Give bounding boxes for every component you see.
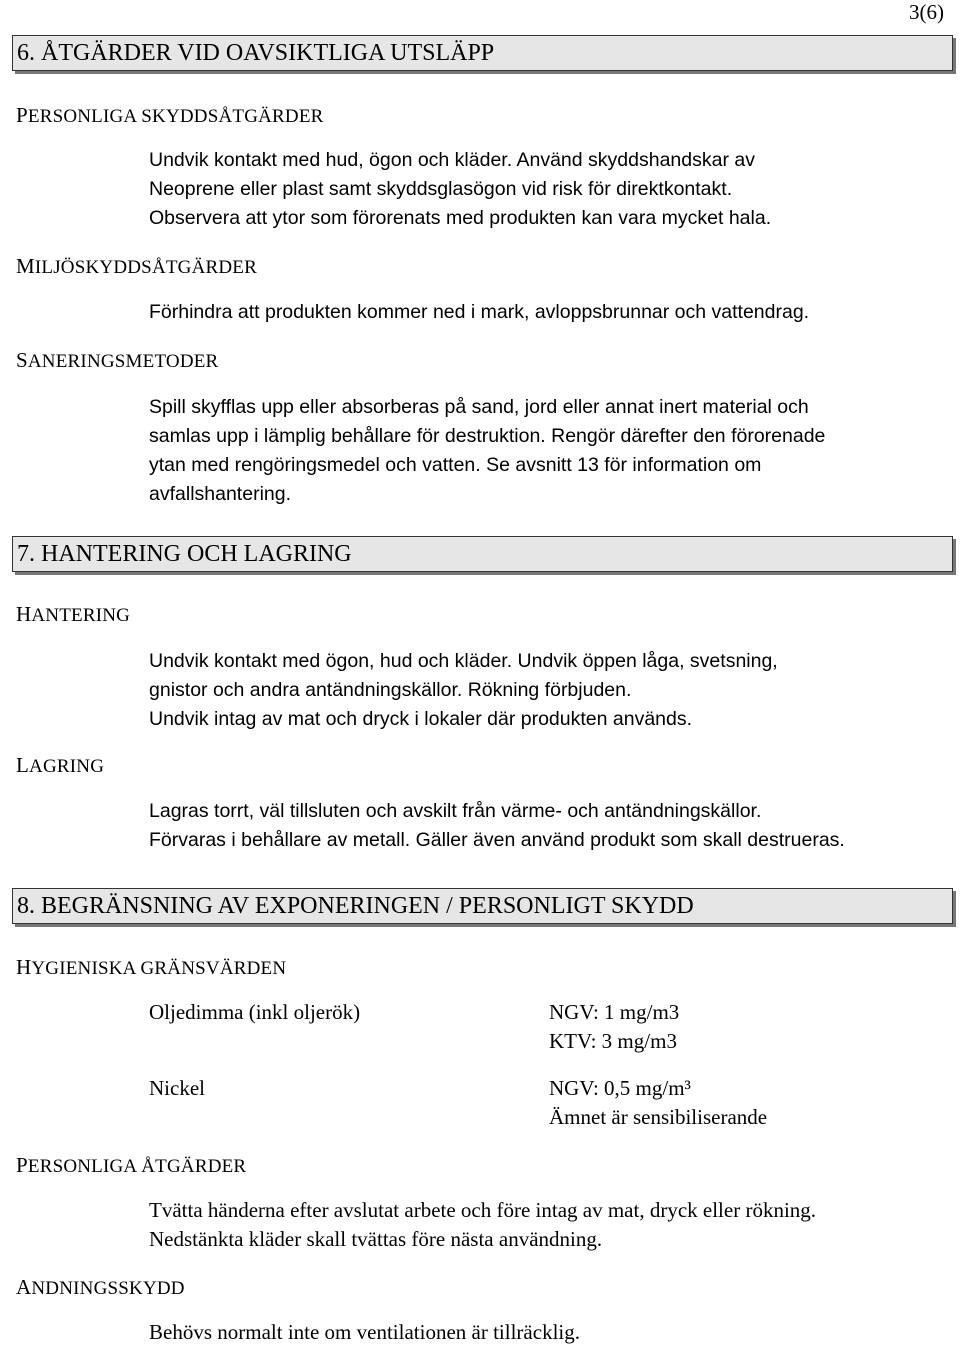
personal-measures-text: Tvätta händerna efter avslutat arbete och före intag av mat, dryck eller rökning. Nedstänkta kläder skall tvättas före nästa användning. [149,1198,817,1251]
subheading-personal-protection: PERSONLIGA SKYDDSÅTGÄRDER [16,103,324,127]
section-6-heading: 6. ÅTGÄRDER VID OAVSIKTLIGA UTSLÄPP [12,35,953,71]
substance-name: Nickel [149,1076,205,1100]
respiratory-protection-text: Behövs normalt inte om ventilationen är tillräcklig. [149,1320,580,1344]
section-7-heading: 7. HANTERING OCH LAGRING [12,536,953,572]
limit-values: NGV: 0,5 mg/m³ Ämnet är sensibiliserande [549,1076,768,1129]
subheading-personal-measures: PERSONLIGA ÅTGÄRDER [16,1153,247,1177]
subheading-respiratory-protection: ANDNINGSSKYDD [16,1275,185,1299]
subheading-environmental-protection: MILJÖSKYDDSÅTGÄRDER [16,254,257,278]
page-number: 3(6) [909,0,944,24]
subheading-hygiene-limits: HYGIENISKA GRÄNSVÄRDEN [16,955,287,979]
subheading-storage: LAGRING [16,753,105,777]
handling-text: Undvik kontakt med ögon, hud och kläder. Undvik öppen låga, svetsning, gnistor och andra antändningskällor. Rökning förbjuden. Undvik intag av mat och dryck i lokaler där produkten används. [149,650,778,730]
subheading-handling: HANTERING [16,602,131,626]
storage-text: Lagras torrt, väl tillsluten och avskilt från värme- och antändningskällor. Förvaras i behållare av metall. Gäller även använd produkt som skall destrueras. [149,800,845,851]
environmental-protection-text: Förhindra att produkten kommer ned i mark, avloppsbrunnar och vattendrag. [149,301,810,323]
cleanup-methods-text: Spill skyfflas upp eller absorberas på sand, jord eller annat inert material och samlas upp i lämplig behållare för destruktion. Rengör därefter den förorenade ytan med rengöringsmedel och vatten. Se avsnitt 13 för information om avfallshantering. [149,396,826,505]
personal-protection-text: Undvik kontakt med hud, ögon och kläder. Använd skyddshandskar av Neoprene eller plast samt skyddsglasögon vid risk för direktkontakt. Observera att ytor som förorenats med produkten kan vara mycket hala. [149,149,772,229]
substance-name: Oljedimma (inkl oljerök) [149,1000,361,1024]
section-8-heading: 8. BEGRÄNSNING AV EXPONERINGEN / PERSONLIGT SKYDD [12,888,953,924]
limit-values: NGV: 1 mg/m3 KTV: 3 mg/m3 [549,1000,680,1053]
subheading-cleanup-methods: SANERINGSMETODER [16,348,219,372]
